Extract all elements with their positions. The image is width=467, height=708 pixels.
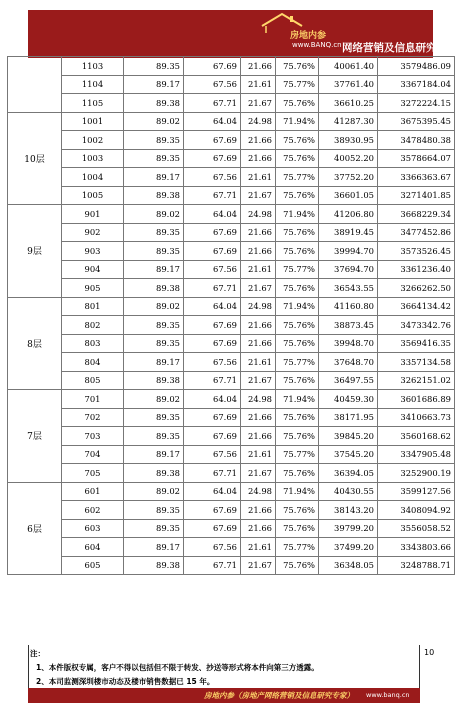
unit-number-cell: 902 <box>62 223 124 242</box>
unit-price-cell: 36601.05 <box>319 186 378 205</box>
table-row <box>8 390 455 409</box>
usage-rate-cell: 75.76% <box>276 519 319 538</box>
page-number: 10 <box>424 648 435 657</box>
usable-area-cell: 67.69 <box>184 57 241 76</box>
unit-price-cell: 38171.95 <box>319 408 378 427</box>
unit-number-cell: 702 <box>62 408 124 427</box>
usage-rate-cell: 75.77% <box>276 538 319 557</box>
shared-area-cell: 24.98 <box>241 297 276 316</box>
total-price-cell: 3478480.38 <box>378 131 455 150</box>
floor-label: 8层 <box>8 297 62 390</box>
usage-rate-cell: 75.76% <box>276 223 319 242</box>
building-area-cell: 89.35 <box>124 519 184 538</box>
unit-price-cell: 38930.95 <box>319 131 378 150</box>
table-row <box>8 556 455 575</box>
building-area-cell: 89.02 <box>124 205 184 224</box>
usable-area-cell: 64.04 <box>184 390 241 409</box>
unit-price-cell: 40430.55 <box>319 482 378 501</box>
unit-number-cell: 603 <box>62 519 124 538</box>
usable-area-cell: 67.56 <box>184 538 241 557</box>
table-row <box>8 371 455 390</box>
building-area-cell: 89.17 <box>124 75 184 94</box>
usable-area-cell: 67.69 <box>184 427 241 446</box>
floor-label: 9层 <box>8 205 62 298</box>
building-area-cell: 89.35 <box>124 501 184 520</box>
total-price-cell: 3556058.52 <box>378 519 455 538</box>
table-row <box>8 149 455 168</box>
table-row <box>8 131 455 150</box>
table-row <box>8 260 455 279</box>
table-row <box>8 205 455 224</box>
building-area-cell: 89.35 <box>124 131 184 150</box>
total-price-cell: 3599127.56 <box>378 482 455 501</box>
unit-number-cell: 1001 <box>62 112 124 131</box>
shared-area-cell: 21.67 <box>241 371 276 390</box>
total-price-cell: 3569416.35 <box>378 334 455 353</box>
table-row <box>8 464 455 483</box>
building-area-cell: 89.38 <box>124 556 184 575</box>
table-row <box>8 94 455 113</box>
total-price-cell: 3366363.67 <box>378 168 455 187</box>
notes-section <box>28 645 420 689</box>
logo-brand-name: 房地内参 <box>290 31 327 41</box>
unit-number-cell: 801 <box>62 297 124 316</box>
building-area-cell: 89.35 <box>124 57 184 76</box>
unit-price-cell: 40052.20 <box>319 149 378 168</box>
shared-area-cell: 21.66 <box>241 408 276 427</box>
usage-rate-cell: 75.76% <box>276 149 319 168</box>
unit-price-cell: 37545.20 <box>319 445 378 464</box>
total-price-cell: 3361236.40 <box>378 260 455 279</box>
building-area-cell: 89.35 <box>124 316 184 335</box>
building-area-cell: 89.17 <box>124 538 184 557</box>
shared-area-cell: 24.98 <box>241 390 276 409</box>
usage-rate-cell: 75.77% <box>276 75 319 94</box>
table-row <box>8 242 455 261</box>
table-row <box>8 408 455 427</box>
shared-area-cell: 21.66 <box>241 242 276 261</box>
notes-label: 注： <box>30 649 45 658</box>
unit-number-cell: 1002 <box>62 131 124 150</box>
unit-number-cell: 703 <box>62 427 124 446</box>
total-price-cell: 3408094.92 <box>378 501 455 520</box>
unit-price-cell: 36497.55 <box>319 371 378 390</box>
table-row <box>8 538 455 557</box>
total-price-cell: 3664134.42 <box>378 297 455 316</box>
shared-area-cell: 21.67 <box>241 186 276 205</box>
building-area-cell: 89.38 <box>124 464 184 483</box>
building-area-cell: 89.17 <box>124 353 184 372</box>
usable-area-cell: 67.69 <box>184 242 241 261</box>
usable-area-cell: 67.71 <box>184 186 241 205</box>
usage-rate-cell: 71.94% <box>276 390 319 409</box>
unit-number-cell: 1003 <box>62 149 124 168</box>
usage-rate-cell: 75.77% <box>276 168 319 187</box>
building-area-cell: 89.02 <box>124 297 184 316</box>
unit-price-cell: 39948.70 <box>319 334 378 353</box>
usage-rate-cell: 75.76% <box>276 556 319 575</box>
unit-price-cell: 38873.45 <box>319 316 378 335</box>
table-row <box>8 501 455 520</box>
unit-number-cell: 1104 <box>62 75 124 94</box>
table-row <box>8 316 455 335</box>
usable-area-cell: 67.56 <box>184 260 241 279</box>
unit-price-cell: 37694.70 <box>319 260 378 279</box>
unit-number-cell: 804 <box>62 353 124 372</box>
unit-number-cell: 1005 <box>62 186 124 205</box>
total-price-cell: 3477452.86 <box>378 223 455 242</box>
unit-price-cell: 38143.20 <box>319 501 378 520</box>
building-area-cell: 89.38 <box>124 371 184 390</box>
shared-area-cell: 21.66 <box>241 316 276 335</box>
usable-area-cell: 67.69 <box>184 334 241 353</box>
unit-price-cell: 36348.05 <box>319 556 378 575</box>
unit-price-cell: 36394.05 <box>319 464 378 483</box>
shared-area-cell: 21.67 <box>241 94 276 113</box>
usable-area-cell: 64.04 <box>184 482 241 501</box>
footer-banner <box>28 688 420 703</box>
building-area-cell: 89.02 <box>124 112 184 131</box>
usage-rate-cell: 75.77% <box>276 445 319 464</box>
table-row <box>8 75 455 94</box>
total-price-cell: 3367184.04 <box>378 75 455 94</box>
usage-rate-cell: 75.76% <box>276 371 319 390</box>
usable-area-cell: 64.04 <box>184 297 241 316</box>
usable-area-cell: 67.71 <box>184 464 241 483</box>
total-price-cell: 3573526.45 <box>378 242 455 261</box>
total-price-cell: 3579486.09 <box>378 57 455 76</box>
usable-area-cell: 67.71 <box>184 556 241 575</box>
shared-area-cell: 21.61 <box>241 353 276 372</box>
shared-area-cell: 21.66 <box>241 57 276 76</box>
usable-area-cell: 67.69 <box>184 131 241 150</box>
shared-area-cell: 21.67 <box>241 279 276 298</box>
footer-url: www.banq.cn <box>366 691 410 699</box>
usable-area-cell: 67.69 <box>184 223 241 242</box>
total-price-cell: 3601686.89 <box>378 390 455 409</box>
total-price-cell: 3347905.48 <box>378 445 455 464</box>
unit-price-cell: 39994.70 <box>319 242 378 261</box>
floor-label: 7层 <box>8 390 62 483</box>
unit-number-cell: 903 <box>62 242 124 261</box>
usage-rate-cell: 75.77% <box>276 260 319 279</box>
unit-price-table <box>7 56 455 575</box>
logo-url: www.BANQ.cn <box>292 41 342 49</box>
unit-number-cell: 905 <box>62 279 124 298</box>
shared-area-cell: 21.66 <box>241 519 276 538</box>
usable-area-cell: 67.69 <box>184 149 241 168</box>
total-price-cell: 3252900.19 <box>378 464 455 483</box>
unit-number-cell: 704 <box>62 445 124 464</box>
unit-number-cell: 904 <box>62 260 124 279</box>
building-area-cell: 89.02 <box>124 390 184 409</box>
total-price-cell: 3271401.85 <box>378 186 455 205</box>
unit-price-cell: 40459.30 <box>319 390 378 409</box>
unit-price-cell: 40061.40 <box>319 57 378 76</box>
total-price-cell: 3410663.73 <box>378 408 455 427</box>
unit-number-cell: 802 <box>62 316 124 335</box>
usage-rate-cell: 75.76% <box>276 464 319 483</box>
usage-rate-cell: 75.76% <box>276 501 319 520</box>
note-item: 2、本司监测深圳楼市动态及楼市销售数据已 15 年。 <box>36 677 215 686</box>
unit-number-cell: 1004 <box>62 168 124 187</box>
building-area-cell: 89.38 <box>124 186 184 205</box>
total-price-cell: 3266262.50 <box>378 279 455 298</box>
unit-price-cell: 37752.20 <box>319 168 378 187</box>
note-item: 1、本件版权专属，客户不得以包括但不限于转发、抄送等形式将本件向第三方透露。 <box>36 663 319 672</box>
building-area-cell: 89.35 <box>124 242 184 261</box>
usable-area-cell: 67.71 <box>184 371 241 390</box>
table-row <box>8 334 455 353</box>
shared-area-cell: 21.61 <box>241 538 276 557</box>
building-area-cell: 89.35 <box>124 408 184 427</box>
usage-rate-cell: 75.76% <box>276 131 319 150</box>
unit-number-cell: 1105 <box>62 94 124 113</box>
floor-label: 6层 <box>8 482 62 575</box>
total-price-cell: 3560168.62 <box>378 427 455 446</box>
usable-area-cell: 67.71 <box>184 279 241 298</box>
table-row <box>8 427 455 446</box>
header-title: 网络营销及信息研究专家 <box>342 42 458 54</box>
unit-price-cell: 37648.70 <box>319 353 378 372</box>
usage-rate-cell: 75.77% <box>276 353 319 372</box>
usage-rate-cell: 75.76% <box>276 334 319 353</box>
shared-area-cell: 24.98 <box>241 482 276 501</box>
total-price-cell: 3578664.07 <box>378 149 455 168</box>
building-area-cell: 89.17 <box>124 260 184 279</box>
usable-area-cell: 67.71 <box>184 94 241 113</box>
building-area-cell: 89.38 <box>124 94 184 113</box>
usable-area-cell: 64.04 <box>184 205 241 224</box>
unit-number-cell: 601 <box>62 482 124 501</box>
total-price-cell: 3357134.58 <box>378 353 455 372</box>
shared-area-cell: 21.67 <box>241 464 276 483</box>
usage-rate-cell: 75.76% <box>276 427 319 446</box>
unit-number-cell: 1103 <box>62 57 124 76</box>
usage-rate-cell: 75.76% <box>276 316 319 335</box>
shared-area-cell: 21.66 <box>241 223 276 242</box>
usable-area-cell: 67.56 <box>184 75 241 94</box>
table-row <box>8 223 455 242</box>
unit-number-cell: 605 <box>62 556 124 575</box>
shared-area-cell: 21.66 <box>241 427 276 446</box>
unit-number-cell: 805 <box>62 371 124 390</box>
unit-price-cell: 41160.80 <box>319 297 378 316</box>
table-row <box>8 57 455 76</box>
table-row <box>8 112 455 131</box>
total-price-cell: 3248788.71 <box>378 556 455 575</box>
total-price-cell: 3262151.02 <box>378 371 455 390</box>
usage-rate-cell: 71.94% <box>276 205 319 224</box>
unit-number-cell: 602 <box>62 501 124 520</box>
usable-area-cell: 67.56 <box>184 445 241 464</box>
table-row <box>8 445 455 464</box>
usage-rate-cell: 71.94% <box>276 482 319 501</box>
usage-rate-cell: 71.94% <box>276 297 319 316</box>
unit-number-cell: 604 <box>62 538 124 557</box>
building-area-cell: 89.17 <box>124 445 184 464</box>
usage-rate-cell: 71.94% <box>276 112 319 131</box>
shared-area-cell: 21.66 <box>241 501 276 520</box>
total-price-cell: 3272224.15 <box>378 94 455 113</box>
unit-number-cell: 701 <box>62 390 124 409</box>
table-row <box>8 297 455 316</box>
usable-area-cell: 67.69 <box>184 519 241 538</box>
usage-rate-cell: 75.76% <box>276 408 319 427</box>
usable-area-cell: 67.69 <box>184 408 241 427</box>
unit-price-cell: 41287.30 <box>319 112 378 131</box>
unit-price-cell: 39799.20 <box>319 519 378 538</box>
table-row <box>8 168 455 187</box>
total-price-cell: 3675395.45 <box>378 112 455 131</box>
usable-area-cell: 67.69 <box>184 501 241 520</box>
building-area-cell: 89.02 <box>124 482 184 501</box>
unit-price-cell: 37499.20 <box>319 538 378 557</box>
building-area-cell: 89.35 <box>124 334 184 353</box>
header-banner <box>28 10 458 58</box>
shared-area-cell: 21.66 <box>241 149 276 168</box>
usage-rate-cell: 75.76% <box>276 279 319 298</box>
floor-label: 10层 <box>8 112 62 205</box>
unit-number-cell: 803 <box>62 334 124 353</box>
usage-rate-cell: 75.76% <box>276 57 319 76</box>
shared-area-cell: 24.98 <box>241 112 276 131</box>
usage-rate-cell: 75.76% <box>276 186 319 205</box>
unit-price-cell: 36543.55 <box>319 279 378 298</box>
building-area-cell: 89.17 <box>124 168 184 187</box>
shared-area-cell: 21.61 <box>241 260 276 279</box>
table-row <box>8 279 455 298</box>
building-area-cell: 89.38 <box>124 279 184 298</box>
shared-area-cell: 21.67 <box>241 556 276 575</box>
usage-rate-cell: 75.76% <box>276 94 319 113</box>
usage-rate-cell: 75.76% <box>276 242 319 261</box>
footer-text: 房地内参（房地产网络营销及信息研究专家） <box>204 691 354 700</box>
total-price-cell: 3473342.76 <box>378 316 455 335</box>
unit-price-cell: 39845.20 <box>319 427 378 446</box>
unit-price-cell: 38919.45 <box>319 223 378 242</box>
unit-price-cell: 41206.80 <box>319 205 378 224</box>
unit-price-cell: 37761.40 <box>319 75 378 94</box>
usable-area-cell: 67.56 <box>184 353 241 372</box>
usable-area-cell: 67.69 <box>184 316 241 335</box>
total-price-cell: 3343803.66 <box>378 538 455 557</box>
table-row <box>8 519 455 538</box>
usable-area-cell: 64.04 <box>184 112 241 131</box>
unit-number-cell: 901 <box>62 205 124 224</box>
total-price-cell: 3668229.34 <box>378 205 455 224</box>
usable-area-cell: 67.56 <box>184 168 241 187</box>
shared-area-cell: 21.66 <box>241 334 276 353</box>
table-row <box>8 353 455 372</box>
table-row <box>8 186 455 205</box>
building-area-cell: 89.35 <box>124 149 184 168</box>
floor-label <box>8 57 62 113</box>
shared-area-cell: 21.61 <box>241 445 276 464</box>
unit-number-cell: 705 <box>62 464 124 483</box>
unit-price-cell: 36610.25 <box>319 94 378 113</box>
shared-area-cell: 24.98 <box>241 205 276 224</box>
building-area-cell: 89.35 <box>124 427 184 446</box>
shared-area-cell: 21.61 <box>241 168 276 187</box>
shared-area-cell: 21.66 <box>241 131 276 150</box>
table-row <box>8 482 455 501</box>
shared-area-cell: 21.61 <box>241 75 276 94</box>
building-area-cell: 89.35 <box>124 223 184 242</box>
